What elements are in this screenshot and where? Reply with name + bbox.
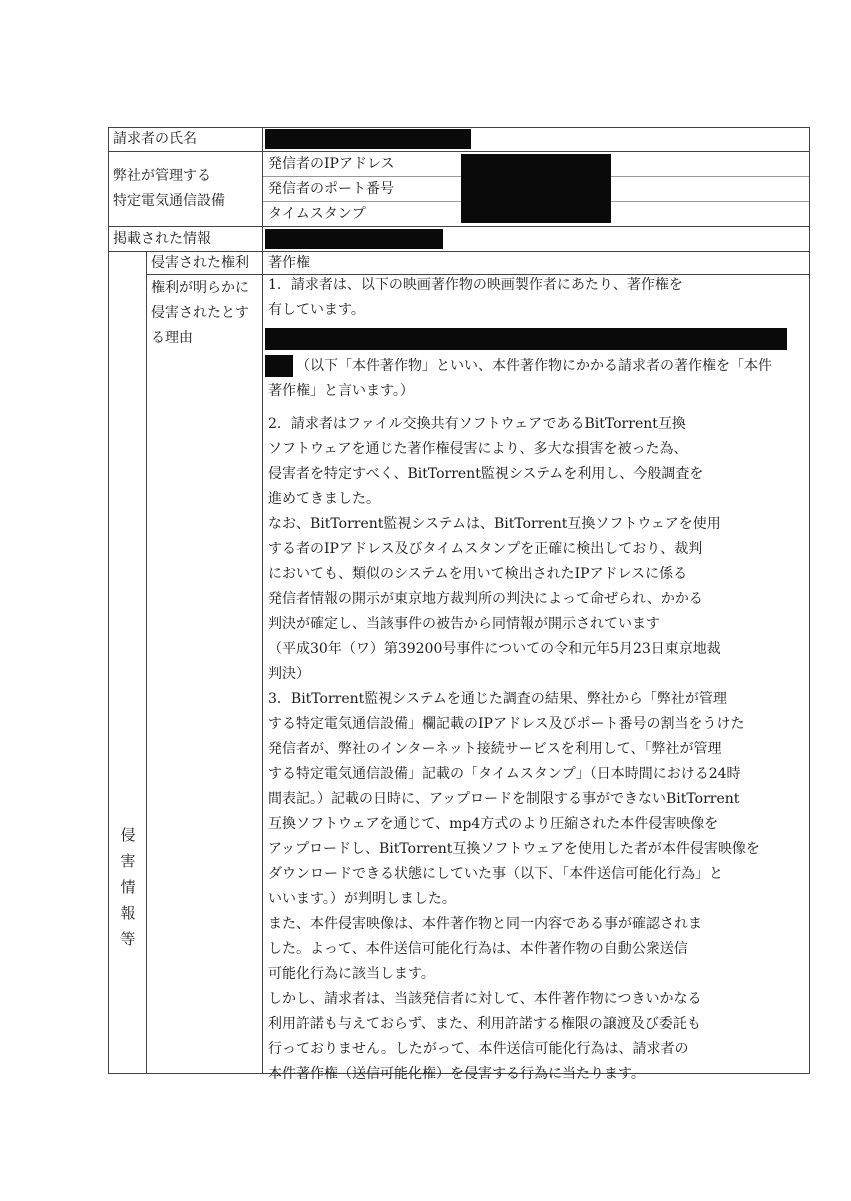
sender-port-label: 発信者のポート番号	[268, 181, 394, 197]
p2-line-2: ソフトウェアを通じた著作権侵害により、多大な損害を被った為、	[268, 441, 688, 457]
facility-label-line1: 弊社が管理する	[113, 168, 211, 184]
row-divider-2	[108, 226, 810, 227]
row-divider-1	[108, 151, 810, 152]
side-label-char-3: 情	[120, 878, 136, 896]
p1-line-2: 有しています。	[268, 302, 365, 318]
p3-line-2: する特定電気通信設備」欄記載のIPアドレス及びポート番号の割当をうけた	[268, 716, 745, 732]
table-border-top	[108, 127, 810, 128]
side-label-char-5: 等	[120, 930, 136, 948]
side-label-char-2: 害	[120, 852, 136, 870]
timestamp-label: タイムスタンプ	[268, 206, 366, 222]
side-label-char-1: 侵	[120, 826, 136, 844]
requester-name-label: 請求者の氏名	[113, 131, 197, 147]
label-column-divider	[262, 127, 263, 1073]
p3-line-6: 互換ソフトウェアを通じて、mp4方式のより圧縮された本件侵害映像を	[268, 816, 719, 832]
infringed-right-label: 侵害された権利	[151, 255, 249, 271]
paragraph-1	[268, 273, 808, 323]
p2-line-9: 判決が確定し、当該事件の被告から同情報が開示されています	[268, 616, 660, 632]
p3-line-1: 3．BitTorrent監視システムを通じた調査の結果、弊社から「弊社が管理	[268, 691, 727, 707]
p3-line-5: 間表記。）記載の日時に、アップロードを制限する事ができないBitTorrent	[268, 791, 740, 807]
p3-line-3: 発信者が、弊社のインターネット接続サービスを利用して、「弊社が管理	[268, 741, 722, 757]
side-label-divider	[146, 251, 147, 1073]
work-title-redaction	[265, 328, 787, 350]
p2-line-3: 侵害者を特定すべく、BitTorrent監視システムを利用し、今般調査を	[268, 466, 704, 482]
infringed-right-value: 著作権	[268, 255, 310, 271]
side-label-char-4: 報	[120, 904, 136, 922]
p1b-line-2: 著作権」と言います。）	[268, 383, 414, 399]
p2-line-4: 進めてきました。	[268, 491, 380, 507]
p3-line-14: 利用許諾も与えておらず、また、利用許諾する権限の譲渡及び委託も	[268, 1016, 701, 1032]
p3-line-11: した。よって、本件送信可能化行為は、本件著作物の自動公衆送信	[268, 941, 688, 957]
p2-line-7: においても、類似のシステムを用いて検出されたIPアドレスに係る	[268, 566, 688, 582]
p2-line-1: 2．請求者はファイル交換共有ソフトウェアであるBitTorrent互換	[268, 416, 686, 432]
p3-line-10: また、本件侵害映像は、本件著作物と同一内容である事が確認されま	[268, 916, 702, 932]
requester-name-redaction	[265, 129, 471, 149]
p2-line-5: なお、BitTorrent監視システムは、BitTorrent互換ソフトウェアを使用	[268, 516, 721, 532]
p3-line-8: ダウンロードできる状態にしていた事（以下、「本件送信可能化行為」と	[268, 866, 723, 882]
facility-values-redaction	[461, 154, 611, 223]
p2-line-8: 発信者情報の開示が東京地方裁判所の判決によって命ぜられ、かかる	[268, 591, 703, 607]
p3-line-16: 本件著作権（送信可能化権）を侵害する行為に当たります。	[268, 1066, 645, 1082]
p3-line-7: アップロードし、BitTorrent互換ソフトウェアを使用した者が本件侵害映像を	[268, 841, 760, 857]
work-title-redaction-small	[265, 355, 293, 377]
p3-line-4: する特定電気通信設備」記載の「タイムスタンプ」（日本時間における24時	[268, 766, 741, 782]
reason-label-line2: 侵害されたとす	[151, 305, 249, 321]
table-border-right	[809, 127, 810, 1073]
p2-line-11: 判決）	[268, 666, 310, 682]
p1-line-1: 1．請求者は、以下の映画著作物の映画製作者にあたり、著作権を	[268, 277, 683, 293]
p2-line-6: する者のIPアドレス及びタイムスタンプを正確に検出しており、裁判	[268, 541, 703, 557]
p3-line-12: 可能化行為に該当します。	[268, 966, 435, 982]
p3-line-15: 行っておりません。したがって、本件送信可能化行為は、請求者の	[268, 1041, 689, 1057]
posted-info-label: 掲載された情報	[113, 231, 211, 247]
p3-line-13: しかし、請求者は、当該発信者に対して、本件著作物につきいかなる	[268, 991, 702, 1007]
reason-label-line3: る理由	[151, 330, 193, 346]
table-border-left	[108, 127, 109, 1073]
sender-ip-label: 発信者のIPアドレス	[268, 156, 395, 172]
posted-info-redaction	[265, 229, 443, 249]
facility-label-line2: 特定電気通信設備	[113, 193, 225, 209]
paragraph-2-3	[268, 412, 808, 1087]
p1b-line-1: （以下「本件著作物」といい、本件著作物にかかる請求者の著作権を「本件	[296, 358, 772, 374]
p3-line-9: いいます。）が判明しました。	[268, 891, 456, 907]
reason-label-line1: 権利が明らかに	[151, 280, 249, 296]
p2-line-10: （平成30年（ワ）第39200号事件についての令和元年5月23日東京地裁	[268, 641, 721, 657]
